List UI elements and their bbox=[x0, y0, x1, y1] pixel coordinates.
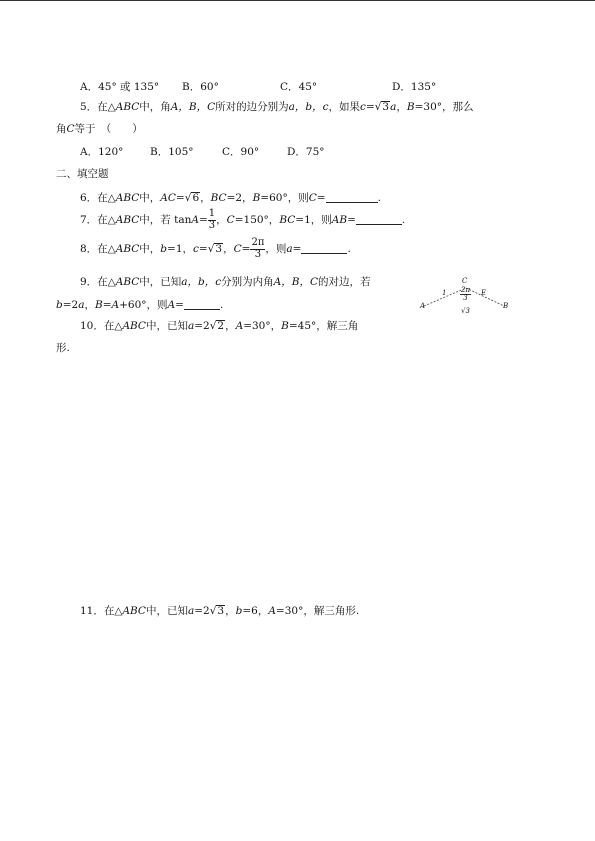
q9-line-1: 9．在△ABC中，已知a，b，c分别为内角A，B，C的对边，若 bbox=[80, 276, 371, 288]
sqrt-symbol: √2 bbox=[209, 320, 225, 332]
figure-angle-fraction: 2π 3 bbox=[461, 286, 471, 302]
q5-line-1: 5．在△ABC中，角A，B，C所对的边分别为a，b，c，如果c=√3a，B=30°，那么 bbox=[80, 101, 474, 113]
figure-label-b: B bbox=[503, 302, 509, 310]
figure-label-a: A bbox=[420, 302, 426, 310]
q5-option-d: D．75° bbox=[287, 146, 325, 158]
q10-line-2: 形. bbox=[56, 342, 70, 354]
sqrt-symbol: √6 bbox=[184, 192, 200, 204]
q7: 7．在△ABC中，若 tanA= $\frac{1}{3}$ ，C=150°，BC=1，则AB= . bbox=[80, 208, 406, 231]
triangle-figure bbox=[418, 276, 510, 318]
q5-option-a: A．120° bbox=[80, 146, 124, 158]
q4-option-d: D．135° bbox=[392, 81, 437, 93]
sqrt-symbol: √3 bbox=[209, 605, 225, 617]
q4-option-a: A．45° 或 135° bbox=[80, 81, 160, 93]
page-top-border bbox=[0, 0, 595, 1]
fraction: $\frac{2\pi}{3}$ bbox=[251, 237, 265, 260]
answer-blank[interactable] bbox=[301, 242, 347, 254]
q5-line-2: 角C等于 （ ） bbox=[56, 123, 143, 135]
q8: 8．在△ABC中，b=1，c=√3，C= $\frac{2\pi}{3}$ ，则a= . bbox=[80, 237, 351, 260]
q10-line-1: 10．在△ABC中，已知a=2√2，A=30°，B=45°，解三角 bbox=[80, 320, 359, 332]
sqrt-symbol: √3 bbox=[374, 101, 390, 113]
q4-option-b: B．60° bbox=[182, 81, 219, 93]
q5-option-c: C．90° bbox=[222, 146, 260, 158]
section-heading: 二、填空题 bbox=[56, 168, 109, 180]
q9-line-2: b=2a，B=A+60°，则A= . bbox=[56, 299, 224, 311]
q6: 6．在△ABC中，AC=√6，BC=2，B=60°，则C= . bbox=[80, 192, 381, 204]
figure-label-side-right: E bbox=[481, 289, 487, 297]
sqrt-symbol: √3 bbox=[207, 243, 223, 255]
figure-label-bottom: √3 bbox=[461, 307, 470, 315]
answer-blank[interactable] bbox=[356, 213, 402, 225]
q5-option-b: B．105° bbox=[150, 146, 194, 158]
q4-option-c: C．45° bbox=[280, 81, 318, 93]
answer-blank[interactable] bbox=[184, 298, 220, 310]
fraction: $\frac{1}{3}$ bbox=[208, 208, 216, 231]
q11: 11．在△ABC中，已知a=2√3，b=6，A=30°，解三角形. bbox=[80, 605, 360, 617]
figure-label-side-left: 1 bbox=[442, 289, 447, 297]
answer-blank[interactable] bbox=[326, 191, 378, 203]
figure-label-c: C bbox=[462, 277, 468, 285]
